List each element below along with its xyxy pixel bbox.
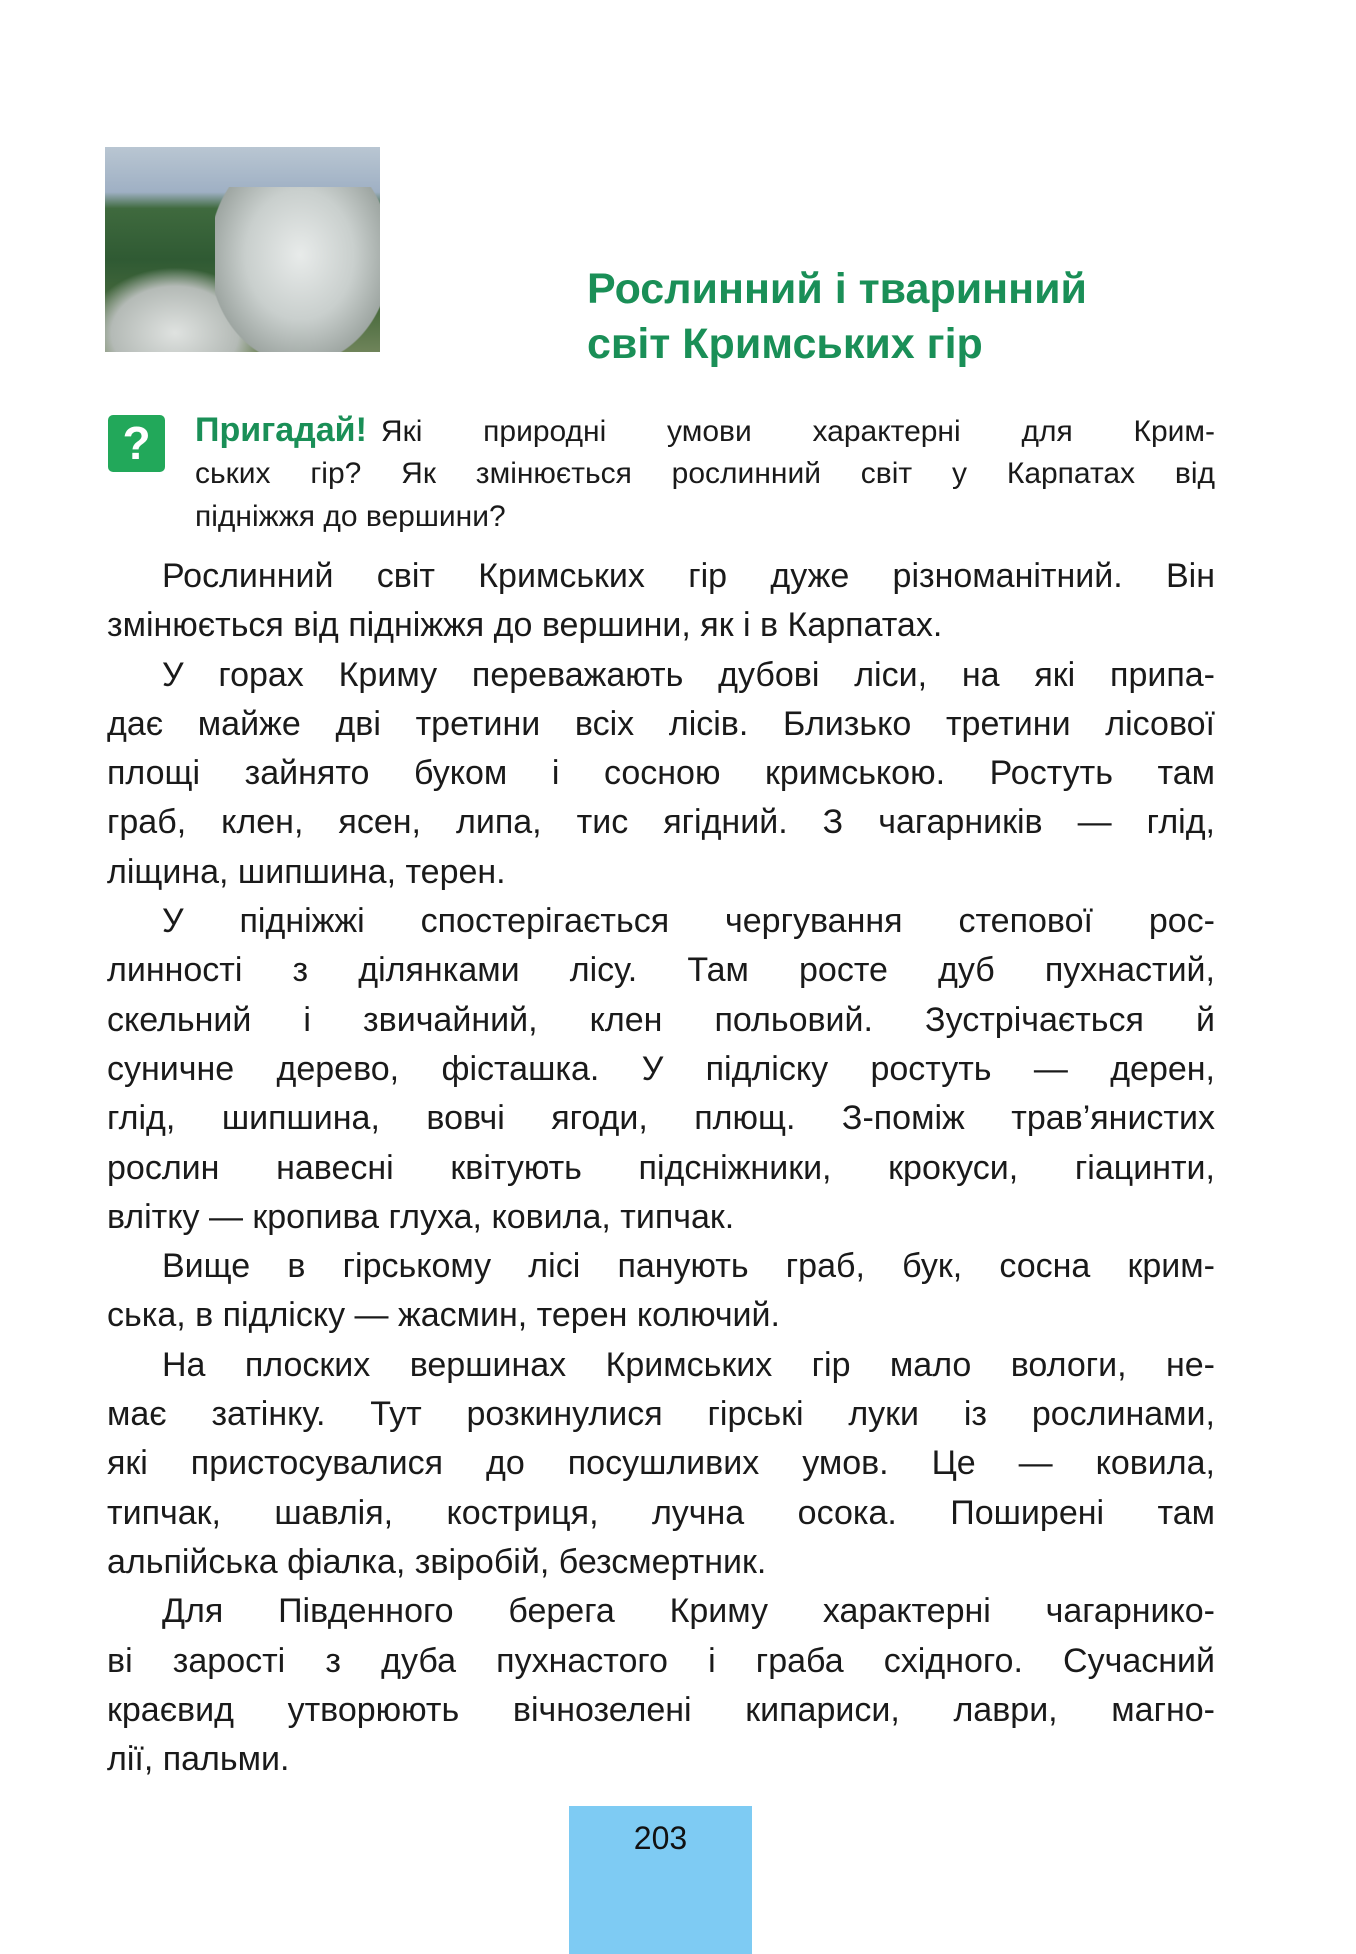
text-line: типчак, шавлія, костриця, лучна осока. Поширені там: [107, 1493, 1215, 1532]
text-line: Для Південного берега Криму характерні чагарнико-: [162, 1592, 1215, 1631]
text-line: рослин навесні квітують підсніжники, крокуси, гіацинти,: [107, 1148, 1215, 1187]
text-line: ві зарості з дуба пухнастого і граба східного. Сучасний: [107, 1641, 1215, 1680]
crimean-mountains-photo: [105, 147, 380, 352]
paragraph: [107, 1242, 1215, 1341]
page-number-tab: [569, 1806, 752, 1954]
text-line: які пристосувалися до посушливих умов. Це — ковила,: [107, 1444, 1215, 1483]
text-line: линності з ділянками лісу. Там росте дуб пухнастий,: [107, 951, 1215, 990]
text-line: дає майже дві третини всіх лісів. Близько третини лісової: [107, 704, 1215, 743]
title-line: світ Кримських гір: [587, 320, 983, 368]
text-line: У підніжжі спостерігається чергування степової рос-: [162, 902, 1215, 941]
text-line: краєвид утворюють вічнозелені кипариси, лаври, магно-: [107, 1690, 1215, 1729]
paragraph: [107, 897, 1215, 1242]
remember-line: ських гір? Як змінюється рослинний світ у Карпатах від: [195, 457, 1215, 490]
question-mark-icon: ?: [108, 415, 165, 472]
section-title: [587, 262, 1087, 372]
remember-block: [195, 409, 1215, 538]
text-line: влітку — кропива глуха, ковила, типчак.: [107, 1197, 735, 1236]
page-number: 203: [633, 1820, 688, 1856]
text-line: граб, клен, ясен, липа, тис ягідний. З чагарників — глід,: [107, 803, 1215, 842]
text-line: На плоских вершинах Кримських гір мало вологи, не-: [162, 1345, 1215, 1384]
text-line: ліщина, шипшина, терен.: [107, 852, 506, 891]
text-line: глід, шипшина, вовчі ягоди, плющ. З-поміж трав’янистих: [107, 1099, 1215, 1138]
text-line: суничне дерево, фісташка. У підліску ростуть — дерен,: [107, 1049, 1215, 1088]
text-line: ська, в підліску — жасмин, терен колючий.: [107, 1296, 780, 1335]
title-line: Рослинний і тваринний: [587, 265, 1087, 313]
text-line: має затінку. Тут розкинулися гірські луки із рослинами,: [107, 1395, 1215, 1434]
text-line: скельний і звичайний, клен польовий. Зустрічається й: [107, 1000, 1215, 1039]
text-line: У горах Криму переважають дубові ліси, на які припа-: [162, 655, 1215, 694]
text-line: альпійська фіалка, звіробій, безсмертник.: [107, 1542, 767, 1581]
text-line: площі зайнято буком і сосною кримською. Ростуть там: [107, 754, 1215, 793]
text-line: лії, пальми.: [107, 1740, 290, 1779]
remember-line: підніжжя до вершини?: [195, 500, 506, 533]
text-line: змінюється від підніжжя до вершини, як і в Карпатах.: [107, 606, 943, 645]
rock-shape: [215, 187, 380, 352]
body-text: [107, 552, 1215, 1784]
text-line: Рослинний світ Кримських гір дуже різноманітний. Він: [162, 557, 1215, 595]
remember-label: Пригадай!: [195, 411, 367, 449]
paragraph: [107, 552, 1215, 651]
remember-text: Які природні умови характерні для Крим-: [380, 415, 1215, 448]
remember-line: [195, 409, 1215, 452]
paragraph: [107, 1341, 1215, 1587]
text-line: Вище в гірському лісі панують граб, бук, сосна крим-: [162, 1247, 1215, 1286]
paragraph: [107, 651, 1215, 897]
paragraph: [107, 1587, 1215, 1784]
